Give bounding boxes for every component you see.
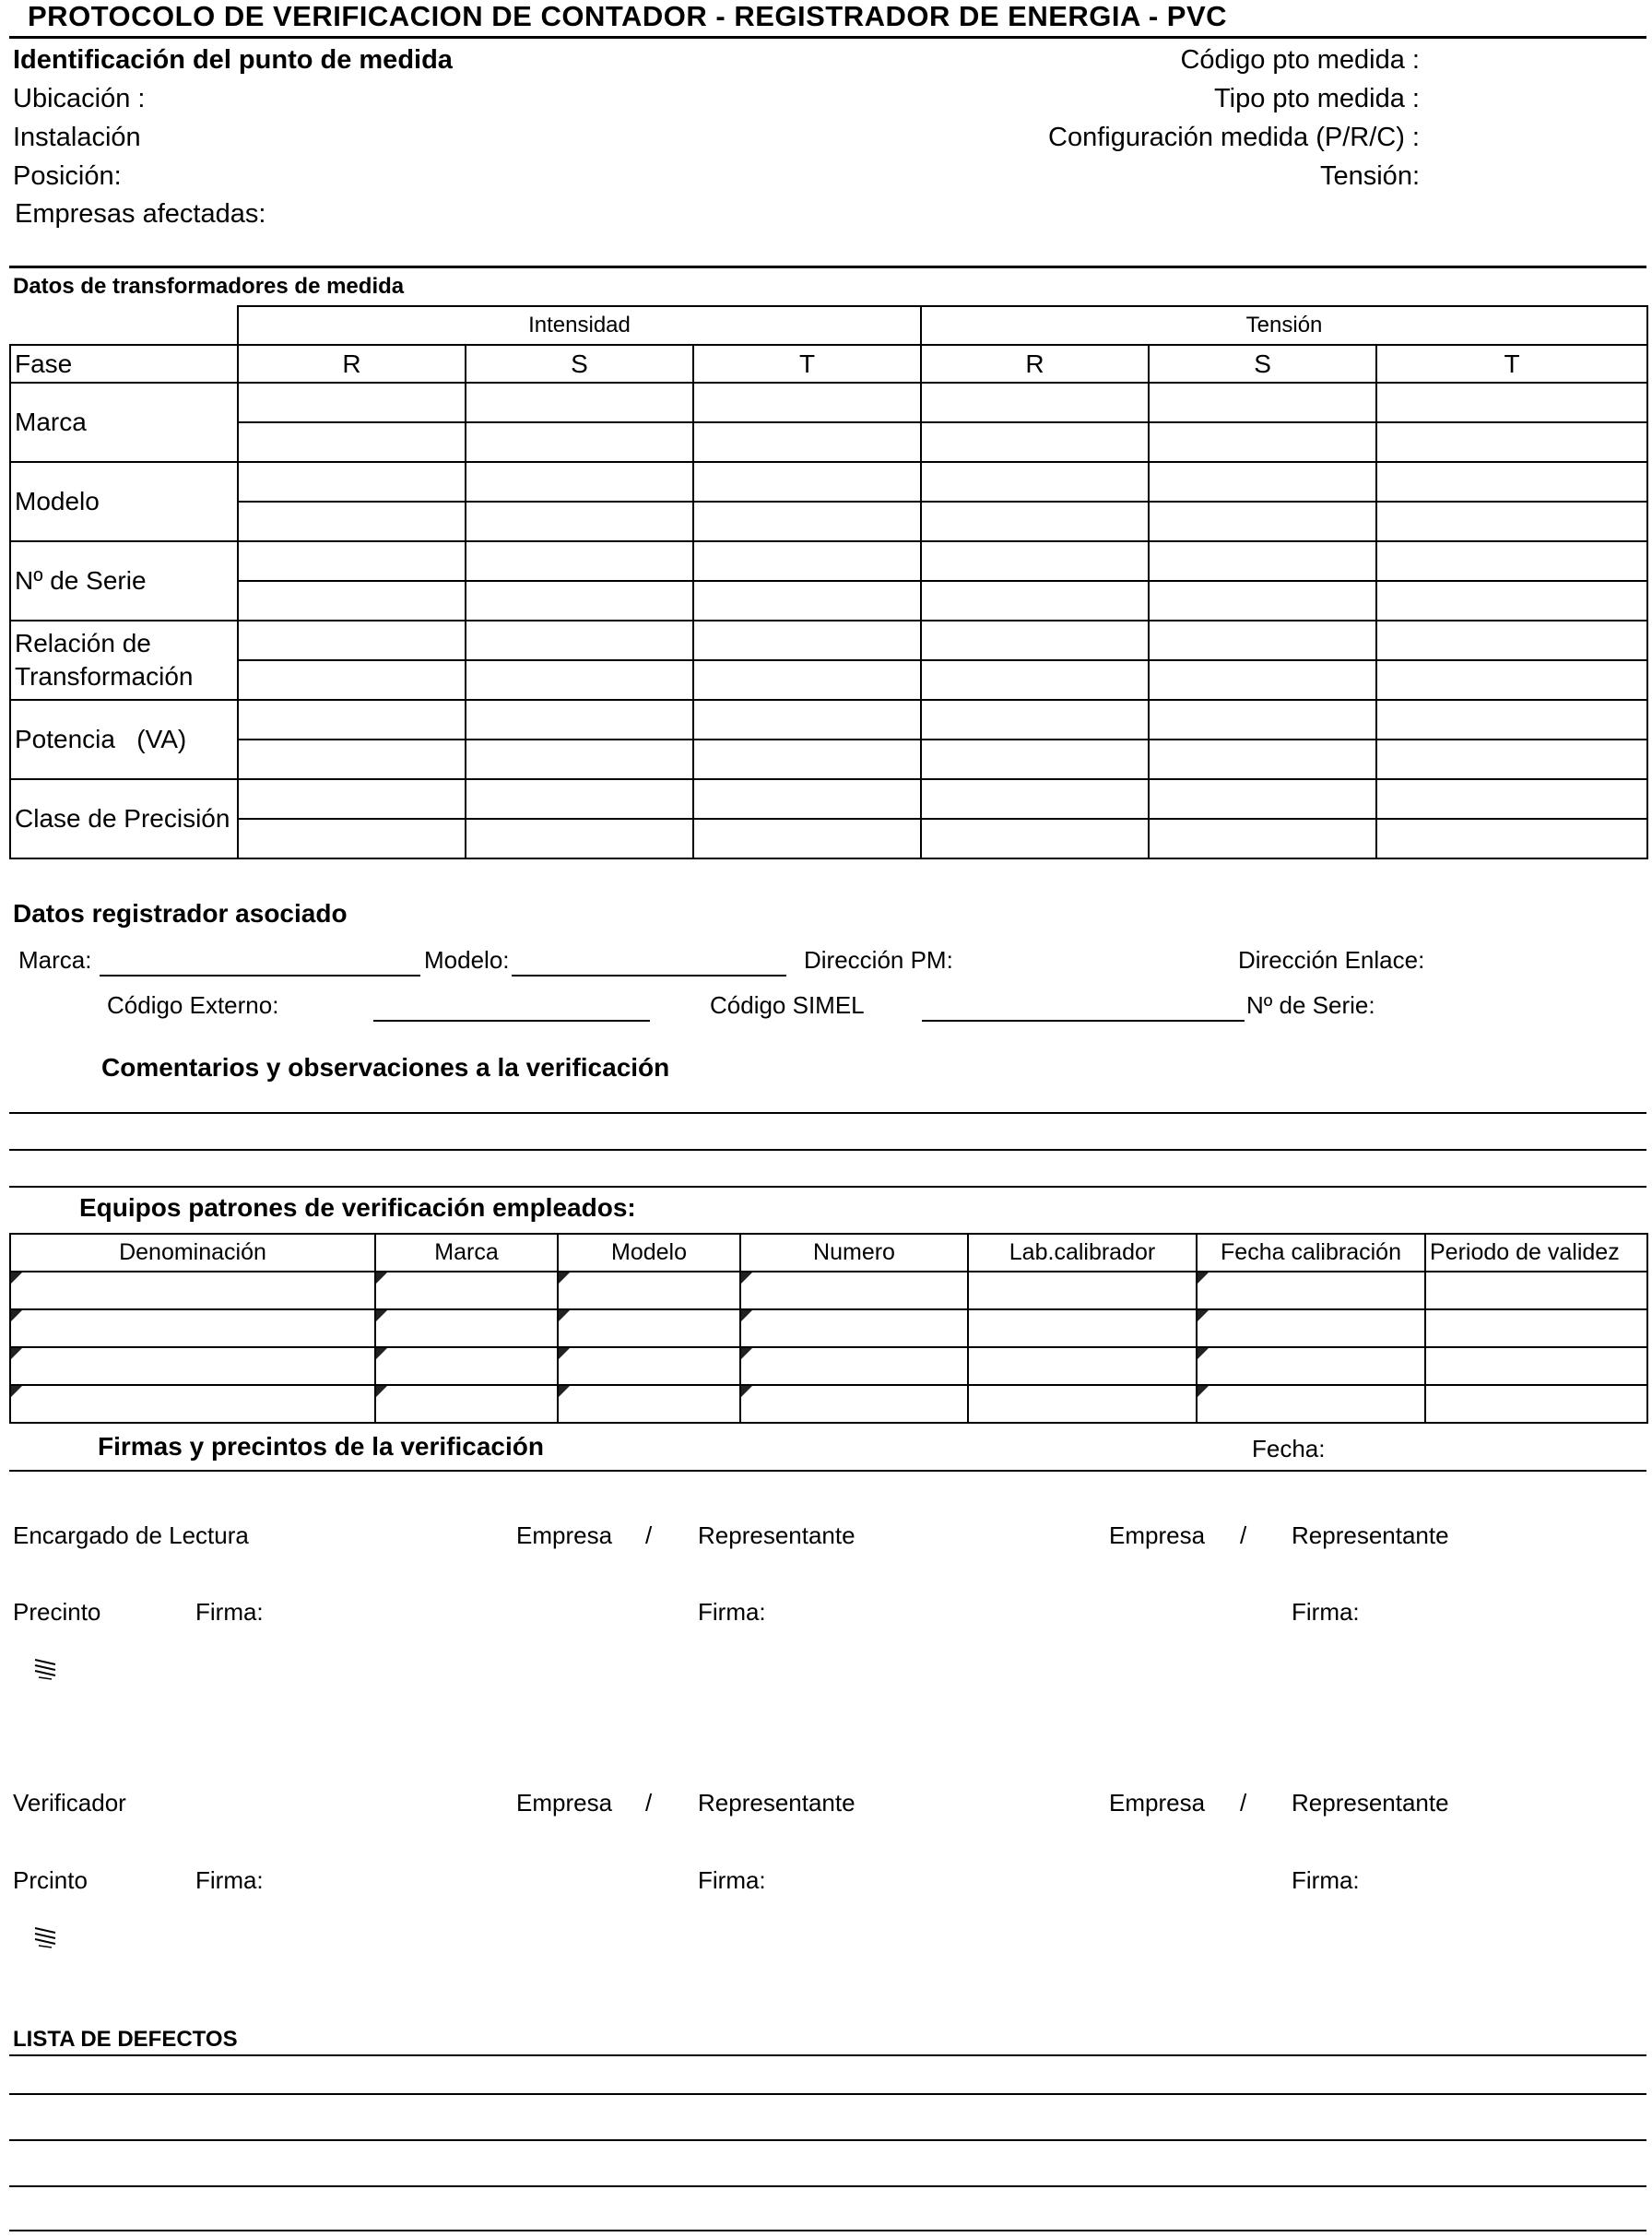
slash-label: / (645, 1521, 653, 1549)
data-cell[interactable] (693, 581, 921, 621)
equipment-cell[interactable] (968, 1347, 1197, 1385)
equipment-cell[interactable] (968, 1272, 1197, 1309)
data-cell[interactable] (693, 740, 921, 779)
phase-header: T (1376, 345, 1647, 383)
identification-heading: Identificación del punto de medida (13, 45, 453, 75)
data-cell[interactable] (466, 779, 693, 819)
comment-marker-icon (741, 1348, 752, 1359)
data-cell[interactable] (693, 700, 921, 740)
data-cell[interactable] (238, 819, 466, 858)
firma-label: Firma: (195, 1598, 264, 1626)
data-cell[interactable] (1376, 383, 1647, 422)
data-cell[interactable] (1376, 581, 1647, 621)
comment-marker-icon (559, 1272, 570, 1284)
data-cell[interactable] (1149, 700, 1376, 740)
equipment-heading: Equipos patrones de verificación empleados: (79, 1193, 636, 1222)
group-tension: Tensión (921, 306, 1647, 345)
data-cell[interactable] (1149, 819, 1376, 858)
data-cell[interactable] (1376, 779, 1647, 819)
equipment-cell[interactable] (10, 1309, 375, 1347)
phase-header: S (466, 345, 693, 383)
instalacion-label: Instalación (13, 123, 141, 152)
data-cell[interactable] (693, 660, 921, 700)
precinto-label: Precinto (13, 1598, 101, 1626)
equipment-cell[interactable] (10, 1347, 375, 1385)
data-cell[interactable] (466, 422, 693, 462)
data-cell[interactable] (466, 660, 693, 700)
tipo-pto-label: Tipo pto medida : (1214, 84, 1420, 113)
comment-marker-icon (1198, 1386, 1209, 1397)
reg-direccion-enlace-label: Dirección Enlace: (1238, 946, 1425, 974)
equipment-cell[interactable] (1425, 1347, 1647, 1385)
comment-marker-icon (11, 1310, 22, 1321)
firma-label: Firma: (195, 1866, 264, 1894)
document-title: PROTOCOLO DE VERIFICACION DE CONTADOR - REGISTRADOR DE ENERGIA - PVC (28, 0, 1228, 32)
row-label: Clase de Precisión (10, 779, 238, 858)
firma-label: Firma: (698, 1866, 766, 1894)
firma-label: Firma: (1292, 1866, 1360, 1894)
comment-marker-icon (11, 1272, 22, 1284)
corner-cell (10, 306, 238, 345)
data-cell[interactable] (921, 462, 1149, 502)
data-cell[interactable] (1149, 581, 1376, 621)
equipment-cell[interactable] (1197, 1309, 1425, 1347)
reg-modelo-label: Modelo: (424, 946, 510, 974)
comment-marker-icon (559, 1386, 570, 1397)
encargado-label: Encargado de Lectura (13, 1521, 249, 1549)
ubicacion-label: Ubicación : (13, 84, 146, 113)
seal-icon (33, 1925, 59, 1949)
row-label: Potencia (VA) (10, 700, 238, 779)
equipment-col-header: Modelo (558, 1234, 740, 1272)
reg-marca-label: Marca: (18, 946, 92, 974)
reg-codigo-externo-label: Código Externo: (107, 991, 279, 1019)
defects-line[interactable] (9, 2139, 1646, 2141)
tension-label: Tensión: (1319, 161, 1420, 191)
equipment-cell[interactable] (10, 1272, 375, 1309)
equipment-cell[interactable] (558, 1272, 740, 1309)
representante-label: Representante (1292, 1789, 1449, 1817)
data-cell[interactable] (1149, 502, 1376, 541)
equipment-cell[interactable] (1197, 1385, 1425, 1423)
fase-label: Fase (10, 345, 238, 383)
configuracion-label: Configuración medida (P/R/C) : (1048, 123, 1420, 152)
equipment-cell[interactable] (740, 1347, 968, 1385)
defects-line[interactable] (9, 2230, 1646, 2231)
representante-label: Representante (698, 1789, 856, 1817)
data-cell[interactable] (921, 621, 1149, 660)
data-cell[interactable] (466, 502, 693, 541)
data-cell[interactable] (466, 740, 693, 779)
data-cell[interactable] (466, 383, 693, 422)
data-cell[interactable] (238, 422, 466, 462)
reg-codigo-externo-field[interactable] (373, 1020, 650, 1022)
equipment-cell[interactable] (375, 1385, 558, 1423)
defects-line[interactable] (9, 2185, 1646, 2187)
data-cell[interactable] (693, 383, 921, 422)
data-cell[interactable] (1149, 383, 1376, 422)
data-cell[interactable] (693, 502, 921, 541)
defects-line[interactable] (9, 2054, 1646, 2056)
empresa-label: Empresa (1109, 1521, 1206, 1549)
comments-line[interactable] (9, 1186, 1646, 1188)
equipment-row (10, 1385, 1647, 1423)
empresas-label: Empresas afectadas: (15, 199, 266, 229)
slash-label: / (1240, 1789, 1247, 1817)
defects-heading: LISTA DE DEFECTOS (13, 2027, 238, 2052)
comment-marker-icon (1198, 1272, 1209, 1284)
data-cell[interactable] (921, 740, 1149, 779)
data-cell[interactable] (921, 541, 1149, 581)
row-label: Nº de Serie (10, 541, 238, 621)
data-cell[interactable] (693, 541, 921, 581)
comment-marker-icon (559, 1348, 570, 1359)
equipment-row (10, 1347, 1647, 1385)
equipment-cell[interactable] (740, 1272, 968, 1309)
equipment-cell[interactable] (375, 1347, 558, 1385)
data-cell[interactable] (1149, 621, 1376, 660)
equipment-col-header: Periodo de validez (1425, 1234, 1647, 1272)
equipment-cell[interactable] (1425, 1272, 1647, 1309)
comments-heading: Comentarios y observaciones a la verificación (101, 1053, 670, 1082)
equipment-cell[interactable] (375, 1272, 558, 1309)
phase-header: T (693, 345, 921, 383)
data-cell[interactable] (238, 660, 466, 700)
data-cell[interactable] (238, 383, 466, 422)
data-cell[interactable] (238, 700, 466, 740)
comment-marker-icon (1198, 1348, 1209, 1359)
reg-marca-field[interactable] (100, 975, 420, 976)
data-cell[interactable] (693, 621, 921, 660)
comment-marker-icon (376, 1386, 387, 1397)
defects-line[interactable] (9, 2093, 1646, 2095)
equipment-row (10, 1309, 1647, 1347)
equipment-cell[interactable] (968, 1385, 1197, 1423)
equipment-cell[interactable] (1425, 1309, 1647, 1347)
representante-label: Representante (698, 1521, 856, 1549)
reg-direccion-pm-label: Dirección PM: (804, 946, 953, 974)
data-cell[interactable] (1376, 621, 1647, 660)
codigo-pto-label: Código pto medida : (1180, 45, 1420, 75)
equipment-cell[interactable] (968, 1309, 1197, 1347)
data-cell[interactable] (466, 700, 693, 740)
section-rule (9, 266, 1646, 268)
equipment-col-header: Denominación (10, 1234, 375, 1272)
equipment-cell[interactable] (1425, 1385, 1647, 1423)
phase-header: R (921, 345, 1149, 383)
slash-label: / (645, 1789, 653, 1817)
equipment-col-header: Numero (740, 1234, 968, 1272)
data-cell[interactable] (921, 819, 1149, 858)
reg-num-serie-label: Nº de Serie: (1246, 991, 1375, 1019)
row-label: Marca (10, 383, 238, 462)
prcinto-label: Prcinto (13, 1866, 88, 1894)
data-cell[interactable] (1376, 740, 1647, 779)
data-cell[interactable] (238, 462, 466, 502)
equipment-col-header: Lab.calibrador (968, 1234, 1197, 1272)
phase-header: R (238, 345, 466, 383)
data-cell[interactable] (921, 422, 1149, 462)
data-cell[interactable] (921, 660, 1149, 700)
data-cell[interactable] (1376, 541, 1647, 581)
data-cell[interactable] (1149, 462, 1376, 502)
equipment-cell[interactable] (375, 1309, 558, 1347)
data-cell[interactable] (1376, 660, 1647, 700)
data-cell[interactable] (238, 740, 466, 779)
comments-line[interactable] (9, 1149, 1646, 1151)
seal-icon (33, 1657, 59, 1681)
data-cell[interactable] (466, 819, 693, 858)
comment-marker-icon (559, 1310, 570, 1321)
signatures-rule (9, 1470, 1646, 1472)
firma-label: Firma: (1292, 1598, 1360, 1626)
data-cell[interactable] (1149, 660, 1376, 700)
data-cell[interactable] (1149, 541, 1376, 581)
reg-modelo-field[interactable] (512, 975, 786, 976)
equipment-cell[interactable] (1197, 1272, 1425, 1309)
empresa-label: Empresa (516, 1789, 613, 1817)
equipment-table (9, 1233, 1648, 1424)
slash-label: / (1240, 1521, 1247, 1549)
data-cell[interactable] (693, 819, 921, 858)
data-cell[interactable] (238, 502, 466, 541)
comment-marker-icon (741, 1310, 752, 1321)
data-cell[interactable] (238, 541, 466, 581)
equipment-col-header: Fecha calibración (1197, 1234, 1425, 1272)
comment-marker-icon (11, 1386, 22, 1397)
data-cell[interactable] (466, 541, 693, 581)
data-cell[interactable] (921, 700, 1149, 740)
comment-marker-icon (376, 1272, 387, 1284)
data-cell[interactable] (1376, 462, 1647, 502)
equipment-cell[interactable] (1197, 1347, 1425, 1385)
equipment-cell[interactable] (740, 1309, 968, 1347)
empresa-label: Empresa (1109, 1789, 1206, 1817)
data-cell[interactable] (1376, 422, 1647, 462)
equipment-cell[interactable] (558, 1385, 740, 1423)
fecha-label: Fecha: (1252, 1435, 1326, 1462)
data-cell[interactable] (1149, 422, 1376, 462)
transformers-heading: Datos de transformadores de medida (13, 274, 405, 299)
data-cell[interactable] (238, 621, 466, 660)
comment-marker-icon (1198, 1310, 1209, 1321)
row-label: Modelo (10, 462, 238, 541)
data-cell[interactable] (238, 779, 466, 819)
data-cell[interactable] (466, 621, 693, 660)
data-cell[interactable] (693, 422, 921, 462)
comment-marker-icon (741, 1386, 752, 1397)
data-cell[interactable] (466, 581, 693, 621)
data-cell[interactable] (1149, 779, 1376, 819)
equipment-col-header: Marca (375, 1234, 558, 1272)
firma-label: Firma: (698, 1598, 766, 1626)
comment-marker-icon (11, 1348, 22, 1359)
row-label: Relación de Transformación (10, 621, 238, 700)
equipment-cell[interactable] (10, 1385, 375, 1423)
data-cell[interactable] (921, 779, 1149, 819)
reg-codigo-simel-label: Código SIMEL (710, 991, 865, 1019)
equipment-cell[interactable] (740, 1385, 968, 1423)
signatures-heading: Firmas y precintos de la verificación (98, 1432, 544, 1461)
data-cell[interactable] (1376, 700, 1647, 740)
equipment-row (10, 1272, 1647, 1309)
reg-codigo-simel-field[interactable] (922, 1020, 1245, 1022)
empresa-label: Empresa (516, 1521, 613, 1549)
title-rule (9, 36, 1646, 39)
data-cell[interactable] (921, 502, 1149, 541)
data-cell[interactable] (1376, 819, 1647, 858)
data-cell[interactable] (693, 462, 921, 502)
data-cell[interactable] (921, 383, 1149, 422)
comments-line[interactable] (9, 1112, 1646, 1114)
equipment-cell[interactable] (558, 1347, 740, 1385)
comment-marker-icon (376, 1310, 387, 1321)
verificador-label: Verificador (13, 1789, 126, 1817)
data-cell[interactable] (921, 581, 1149, 621)
data-cell[interactable] (693, 779, 921, 819)
representante-label: Representante (1292, 1521, 1449, 1549)
transformers-table (9, 305, 1648, 859)
equipment-cell[interactable] (558, 1309, 740, 1347)
phase-header: S (1149, 345, 1376, 383)
data-cell[interactable] (238, 581, 466, 621)
posicion-label: Posición: (13, 161, 122, 191)
registrador-heading: Datos registrador asociado (13, 899, 348, 928)
data-cell[interactable] (1149, 740, 1376, 779)
comment-marker-icon (741, 1272, 752, 1284)
comment-marker-icon (376, 1348, 387, 1359)
data-cell[interactable] (466, 462, 693, 502)
group-intensidad: Intensidad (238, 306, 921, 345)
data-cell[interactable] (1376, 502, 1647, 541)
